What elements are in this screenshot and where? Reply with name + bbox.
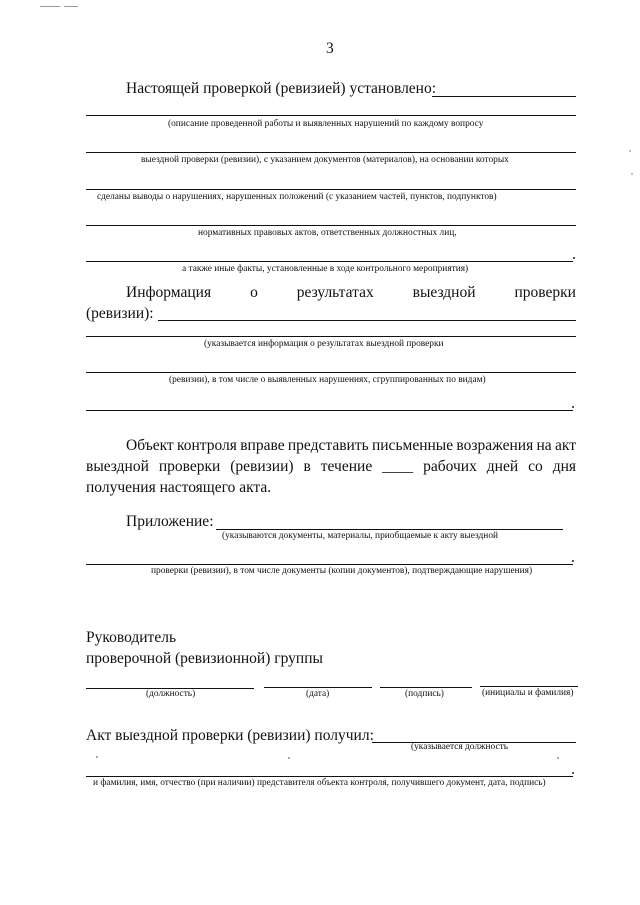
info-hint-1: (указывается информация о результатах выездной проверки bbox=[204, 339, 444, 349]
scan-speck bbox=[631, 173, 633, 175]
info-label-cont: (ревизии): bbox=[86, 305, 154, 322]
head-title-1: Руководитель bbox=[86, 629, 177, 646]
scan-speck bbox=[629, 150, 631, 152]
objection-word: в bbox=[303, 458, 311, 475]
objection-word: (ревизии) bbox=[230, 458, 294, 475]
objection-word: течение bbox=[320, 458, 373, 475]
info-line-1[interactable] bbox=[86, 336, 576, 337]
position-caption: (должность) bbox=[146, 689, 196, 699]
established-hint-4: нормативных правовых актов, ответственных должностных лиц, bbox=[198, 228, 457, 238]
objection-word: вправе bbox=[240, 437, 285, 454]
received-line-2[interactable] bbox=[86, 776, 573, 777]
scan-mark bbox=[40, 6, 60, 7]
objection-word: рабочих bbox=[423, 458, 477, 475]
established-fill-line[interactable] bbox=[432, 96, 576, 97]
info-line-3[interactable] bbox=[86, 410, 573, 411]
scan-speck bbox=[288, 757, 290, 759]
established-line-5[interactable] bbox=[86, 261, 573, 262]
signature-caption: (подпись) bbox=[405, 689, 444, 699]
attachment-line-2[interactable] bbox=[86, 564, 573, 565]
scan-speck bbox=[572, 406, 574, 408]
scan-speck bbox=[572, 560, 574, 562]
info-word: о bbox=[250, 284, 258, 301]
established-hint-3: сделаны выводы о нарушениях, нарушенных положений (с указанием частей, пунктов, подпунктов) bbox=[97, 192, 497, 202]
attachment-hint-2: проверки (ревизии), в том числе документы (копии документов), подтверждающие нарушения) bbox=[151, 566, 533, 576]
objection-line-2 bbox=[86, 458, 576, 476]
received-hint-2: и фамилия, имя, отчество (при наличии) представителя объекта контроля, получившего документ, дата, подпись) bbox=[93, 778, 546, 788]
attachment-hint-1: (указываются документы, материалы, приобщаемые к акту выездной bbox=[222, 531, 499, 541]
page-number: 3 bbox=[326, 40, 334, 57]
objection-word: на bbox=[536, 437, 552, 454]
date-caption: (дата) bbox=[306, 689, 330, 699]
established-hint-5: а также иные факты, установленные в ходе контрольного мероприятия) bbox=[182, 264, 469, 274]
scan-speck bbox=[96, 756, 98, 758]
objection-word: возражения bbox=[456, 437, 534, 454]
received-label: Акт выездной проверки (ревизии) получил: bbox=[86, 727, 374, 744]
established-hint-2: выездной проверки (ревизии), с указанием документов (материалов), на основании которых bbox=[141, 155, 509, 165]
objection-word: представить bbox=[287, 437, 369, 454]
objection-word: акт bbox=[555, 437, 576, 454]
objection-word: проверки bbox=[158, 458, 221, 475]
days-blank[interactable]: ____ bbox=[382, 458, 414, 475]
signature-line[interactable] bbox=[380, 687, 472, 688]
objection-word: выездной bbox=[86, 458, 149, 475]
info-fill-line[interactable] bbox=[158, 320, 576, 321]
established-line-3[interactable] bbox=[86, 189, 576, 190]
established-hint-1: (описание проведенной работы и выявленных нарушений по каждому вопросу bbox=[168, 119, 484, 129]
info-hint-2: (ревизии), в том числе о выявленных нарушениях, сгруппированных по видам) bbox=[169, 375, 486, 385]
head-title-2: проверочной (ревизионной) группы bbox=[86, 650, 323, 667]
info-word: результатах bbox=[296, 284, 374, 301]
objection-word: со bbox=[528, 458, 543, 475]
objection-word: дней bbox=[486, 458, 519, 475]
scan-mark bbox=[64, 6, 78, 7]
scan-speck bbox=[572, 772, 574, 774]
info-word: выездной bbox=[412, 284, 476, 301]
objection-word: Объект bbox=[126, 437, 174, 454]
objection-word: контроля bbox=[177, 437, 237, 454]
info-word: Информация bbox=[126, 284, 212, 301]
initials-line[interactable] bbox=[480, 686, 578, 687]
scan-speck bbox=[573, 257, 575, 259]
info-label bbox=[86, 284, 576, 302]
objection-line-1 bbox=[126, 437, 576, 455]
established-line-2[interactable] bbox=[86, 152, 576, 153]
objection-word: письменные bbox=[371, 437, 454, 454]
info-line-2[interactable] bbox=[86, 372, 576, 373]
established-line-1[interactable] bbox=[86, 115, 576, 116]
initials-caption: (инициалы и фамилия) bbox=[482, 688, 574, 698]
attachment-fill-line[interactable] bbox=[216, 529, 563, 530]
objection-word: дня bbox=[552, 458, 576, 475]
info-word: проверки bbox=[514, 284, 576, 301]
received-hint-1: (указывается должность bbox=[411, 742, 509, 752]
established-label: Настоящей проверкой (ревизией) установлено: bbox=[126, 80, 437, 97]
established-line-4[interactable] bbox=[86, 225, 576, 226]
scan-speck bbox=[557, 757, 559, 759]
attachment-label: Приложение: bbox=[126, 513, 214, 530]
objection-line-3: получения настоящего акта. bbox=[86, 479, 272, 496]
date-line[interactable] bbox=[264, 687, 372, 688]
